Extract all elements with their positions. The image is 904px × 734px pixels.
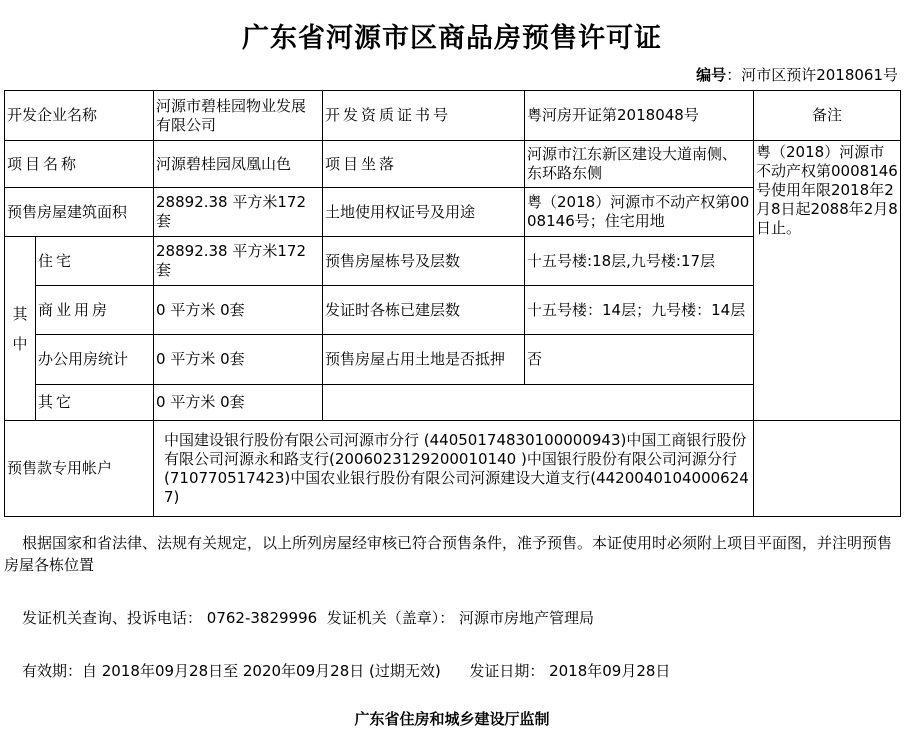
location-label: 项目坐落 — [323, 141, 525, 188]
commercial-label: 商业用房 — [36, 286, 154, 335]
statement-text: 根据国家和省法律、法规有关规定，以上所列房屋经审核已符合预售条件，准予预售。本证使用时必须附上项目平面图，并注明预售房屋各栋位置 — [4, 534, 893, 574]
residential-label: 住宅 — [36, 237, 154, 286]
footer-supervisor: 广东省住房和城乡建设厅监制 — [354, 710, 550, 728]
remarks-label: 备注 — [754, 91, 901, 141]
area-value: 28892.38 平方米172套 — [154, 188, 323, 237]
certificate-number — [696, 64, 898, 85]
area-label: 预售房屋建筑面积 — [5, 188, 154, 237]
mortgage-label: 预售房屋占用土地是否抵押 — [323, 335, 525, 385]
buildings-label: 预售房屋栋号及层数 — [323, 237, 525, 286]
remarks-value: 粤（2018）河源市不动产权第0008146号使用年限2018年2月8日起2088年2月8日止。 — [754, 141, 901, 421]
other-label: 其它 — [36, 385, 154, 421]
developer-value: 河源市碧桂园物业发展有限公司 — [154, 91, 323, 141]
account-value: 中国建设银行股份有限公司河源市分行 (44050174830100000943)中国工商银行股份有限公司河源永和路支行(2006023129200010140 )中国银行股份有限公司河源分行(710770517423)中国农业银行股份有限公司河源建设大道支行(44200401040006247) — [154, 421, 754, 517]
office-label: 办公用房统计 — [36, 335, 154, 385]
empty-cell — [323, 385, 754, 421]
built-label: 发证时各栋已建层数 — [323, 286, 525, 335]
qualification-label: 开发资质证书号 — [323, 91, 525, 141]
mortgage-value: 否 — [525, 335, 754, 385]
table-row — [5, 421, 901, 517]
account-label: 预售款专用帐户 — [5, 421, 154, 517]
other-value: 0 平方米 0套 — [154, 385, 323, 421]
project-label: 项目名称 — [5, 141, 154, 188]
location-value: 河源市江东新区建设大道南侧、东环路东侧 — [525, 141, 754, 188]
built-value: 十五号楼：14层；九号楼：14层 — [525, 286, 754, 335]
land-label: 土地使用权证号及用途 — [323, 188, 525, 237]
among-label-text: 其中 — [12, 304, 28, 353]
among-label — [5, 237, 36, 421]
validity-text: 有效期：自 2018年09月28日至 2020年09月28日 (过期无效) 发证日期： 2018年09月28日 — [22, 662, 671, 680]
land-value: 粤（2018）河源市不动产权第0008146号；住宅用地 — [525, 188, 754, 237]
qualification-value: 粤河房开证第2018048号 — [525, 91, 754, 141]
page-title: 广东省河源市区商品房预售许可证 — [242, 23, 662, 54]
project-value: 河源碧桂园凤凰山色 — [154, 141, 323, 188]
permit-table — [4, 90, 901, 517]
office-value: 0 平方米 0套 — [154, 335, 323, 385]
table-row — [5, 91, 901, 141]
residential-value: 28892.38 平方米172套 — [154, 237, 323, 286]
buildings-value: 十五号楼:18层,九号楼:17层 — [525, 237, 754, 286]
contact-text: 发证机关查询、投诉电话： 0762-3829996 发证机关（盖章）： 河源市房地产管理局 — [22, 609, 594, 627]
table-row — [5, 141, 901, 188]
certificate-number-label: 编号 — [696, 66, 727, 84]
certificate-number-value: ：河市区预许2018061号 — [726, 66, 898, 84]
developer-label: 开发企业名称 — [5, 91, 154, 141]
commercial-value: 0 平方米 0套 — [154, 286, 323, 335]
empty-cell — [754, 421, 901, 517]
